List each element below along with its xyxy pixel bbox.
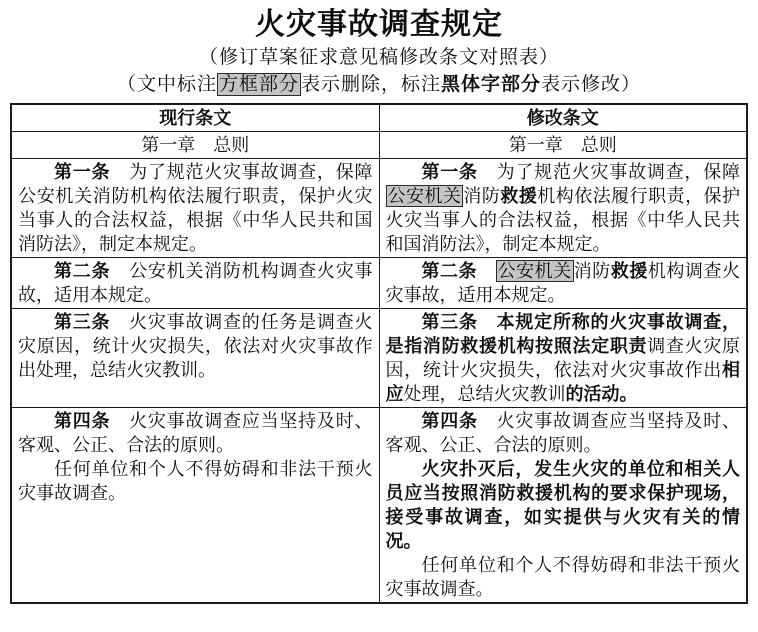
revised-provision-cell [379, 309, 747, 408]
modified-text: 第二条 [421, 261, 478, 281]
current-provision-cell [11, 258, 379, 309]
modified-text: 相应 [385, 360, 740, 404]
chapter-cell-revised: 第一章 总则 [379, 132, 747, 159]
chapter-row [11, 132, 747, 159]
revised-provision-cell [379, 408, 747, 604]
modified-text: 火灾扑灭后，发生火灾的单位和相关人员应当按照消防救援机构的要求保护现场，接受事故调查，如实提供与火灾有关的情况。 [385, 459, 740, 551]
modified-text: 第四条 [421, 411, 478, 431]
modified-text: 第一条 [54, 162, 111, 182]
text-segment: 火灾事故调查应当坚持及时、客观、公正、合法的原则。 [18, 411, 373, 455]
revised-provisions-header: 修改条文 [379, 104, 747, 132]
deleted-text-box: 方框部分 [218, 74, 299, 95]
modified-text: 第三条 [421, 312, 478, 332]
paragraph [18, 457, 373, 505]
table-header-row [11, 104, 747, 132]
paragraph [18, 160, 373, 256]
current-provision-cell [11, 408, 379, 604]
text-segment: 任何单位和个人不得妨碍和非法干预火灾事故调查。 [385, 555, 740, 599]
modified-text: 第二条 [54, 261, 111, 281]
paragraph [18, 259, 373, 307]
text-segment: 表示修改） [541, 74, 642, 95]
deleted-text-box: 公安机关 [387, 186, 462, 206]
text-segment: 公安机关消防机构调查火灾事故，适用本规定。 [18, 261, 373, 305]
table-row [11, 309, 747, 408]
paragraph [386, 310, 741, 406]
modified-text: 黑体字部分 [441, 74, 542, 95]
paragraph [386, 259, 741, 307]
text-segment: 任何单位和个人不得妨碍和非法干预火灾事故调查。 [18, 459, 373, 503]
page-title: 火灾事故调查规定 [255, 8, 503, 41]
deleted-text-box: 公安机关 [497, 261, 572, 281]
document-header [0, 0, 758, 98]
text-segment: （文中标注 [116, 74, 217, 95]
table-row [11, 159, 747, 258]
paragraph [18, 310, 373, 382]
modified-text: 救援 [500, 186, 538, 206]
text-segment: 调查火灾原因，统计火灾损失，依法对火灾事故作出 [385, 336, 741, 380]
revised-provision-cell [379, 258, 747, 309]
text-segment [477, 261, 496, 281]
paragraph [18, 409, 373, 457]
subtitle-legend [0, 71, 758, 98]
modified-text: 第四条 [54, 411, 111, 431]
table-row [11, 408, 747, 604]
text-segment: 表示删除，标注 [300, 74, 441, 95]
modified-text: 第三条 [54, 312, 111, 332]
text-segment: 火灾事故调查的任务是调查火灾原因，统计火灾损失，依法对火灾事故作出处理，总结火灾教训。 [18, 312, 373, 380]
text-segment: 火灾事故调查应当坚持及时、客观、公正、合法的原则。 [385, 411, 740, 455]
current-provisions-header: 现行条文 [11, 104, 379, 132]
revised-provision-cell [379, 159, 747, 258]
text-segment: 为了规范火灾事故调查，保障 [477, 162, 740, 182]
modified-text: 的活动。 [565, 384, 638, 404]
paragraph [386, 160, 741, 256]
paragraph [386, 457, 741, 553]
modified-text: 救援 [610, 261, 648, 281]
paragraph [386, 553, 741, 601]
text-segment: 消防 [463, 186, 501, 206]
table-row [11, 258, 747, 309]
modified-text: 本规定所称的火灾事故调查，是指消防救援机构按照法定职责 [385, 312, 740, 356]
chapter-cell-current: 第一章 总则 [11, 132, 379, 159]
subtitle-revision-note: （修订草案征求意见稿修改条文对照表） [198, 47, 559, 68]
comparison-table [10, 103, 748, 604]
text-segment: 机构依法履行职责，保护火灾当事人的合法权益，根据《中华人民共和国消防法》，制定本规定。 [385, 186, 741, 254]
text-segment: 为了规范火灾事故调查，保障公安机关消防机构依法履行职责，保护火灾当事人的合法权益，根据《中华人民共和国消防法》，制定本规定。 [18, 162, 373, 254]
current-provision-cell [11, 309, 379, 408]
text-segment: 机构调查火灾事故，适用本规定。 [385, 261, 740, 305]
text-segment: 处理，总结火灾教训 [403, 384, 566, 404]
current-provision-cell [11, 159, 379, 258]
paragraph [386, 409, 741, 457]
modified-text: 第一条 [421, 162, 478, 182]
text-segment: 消防 [573, 261, 611, 281]
